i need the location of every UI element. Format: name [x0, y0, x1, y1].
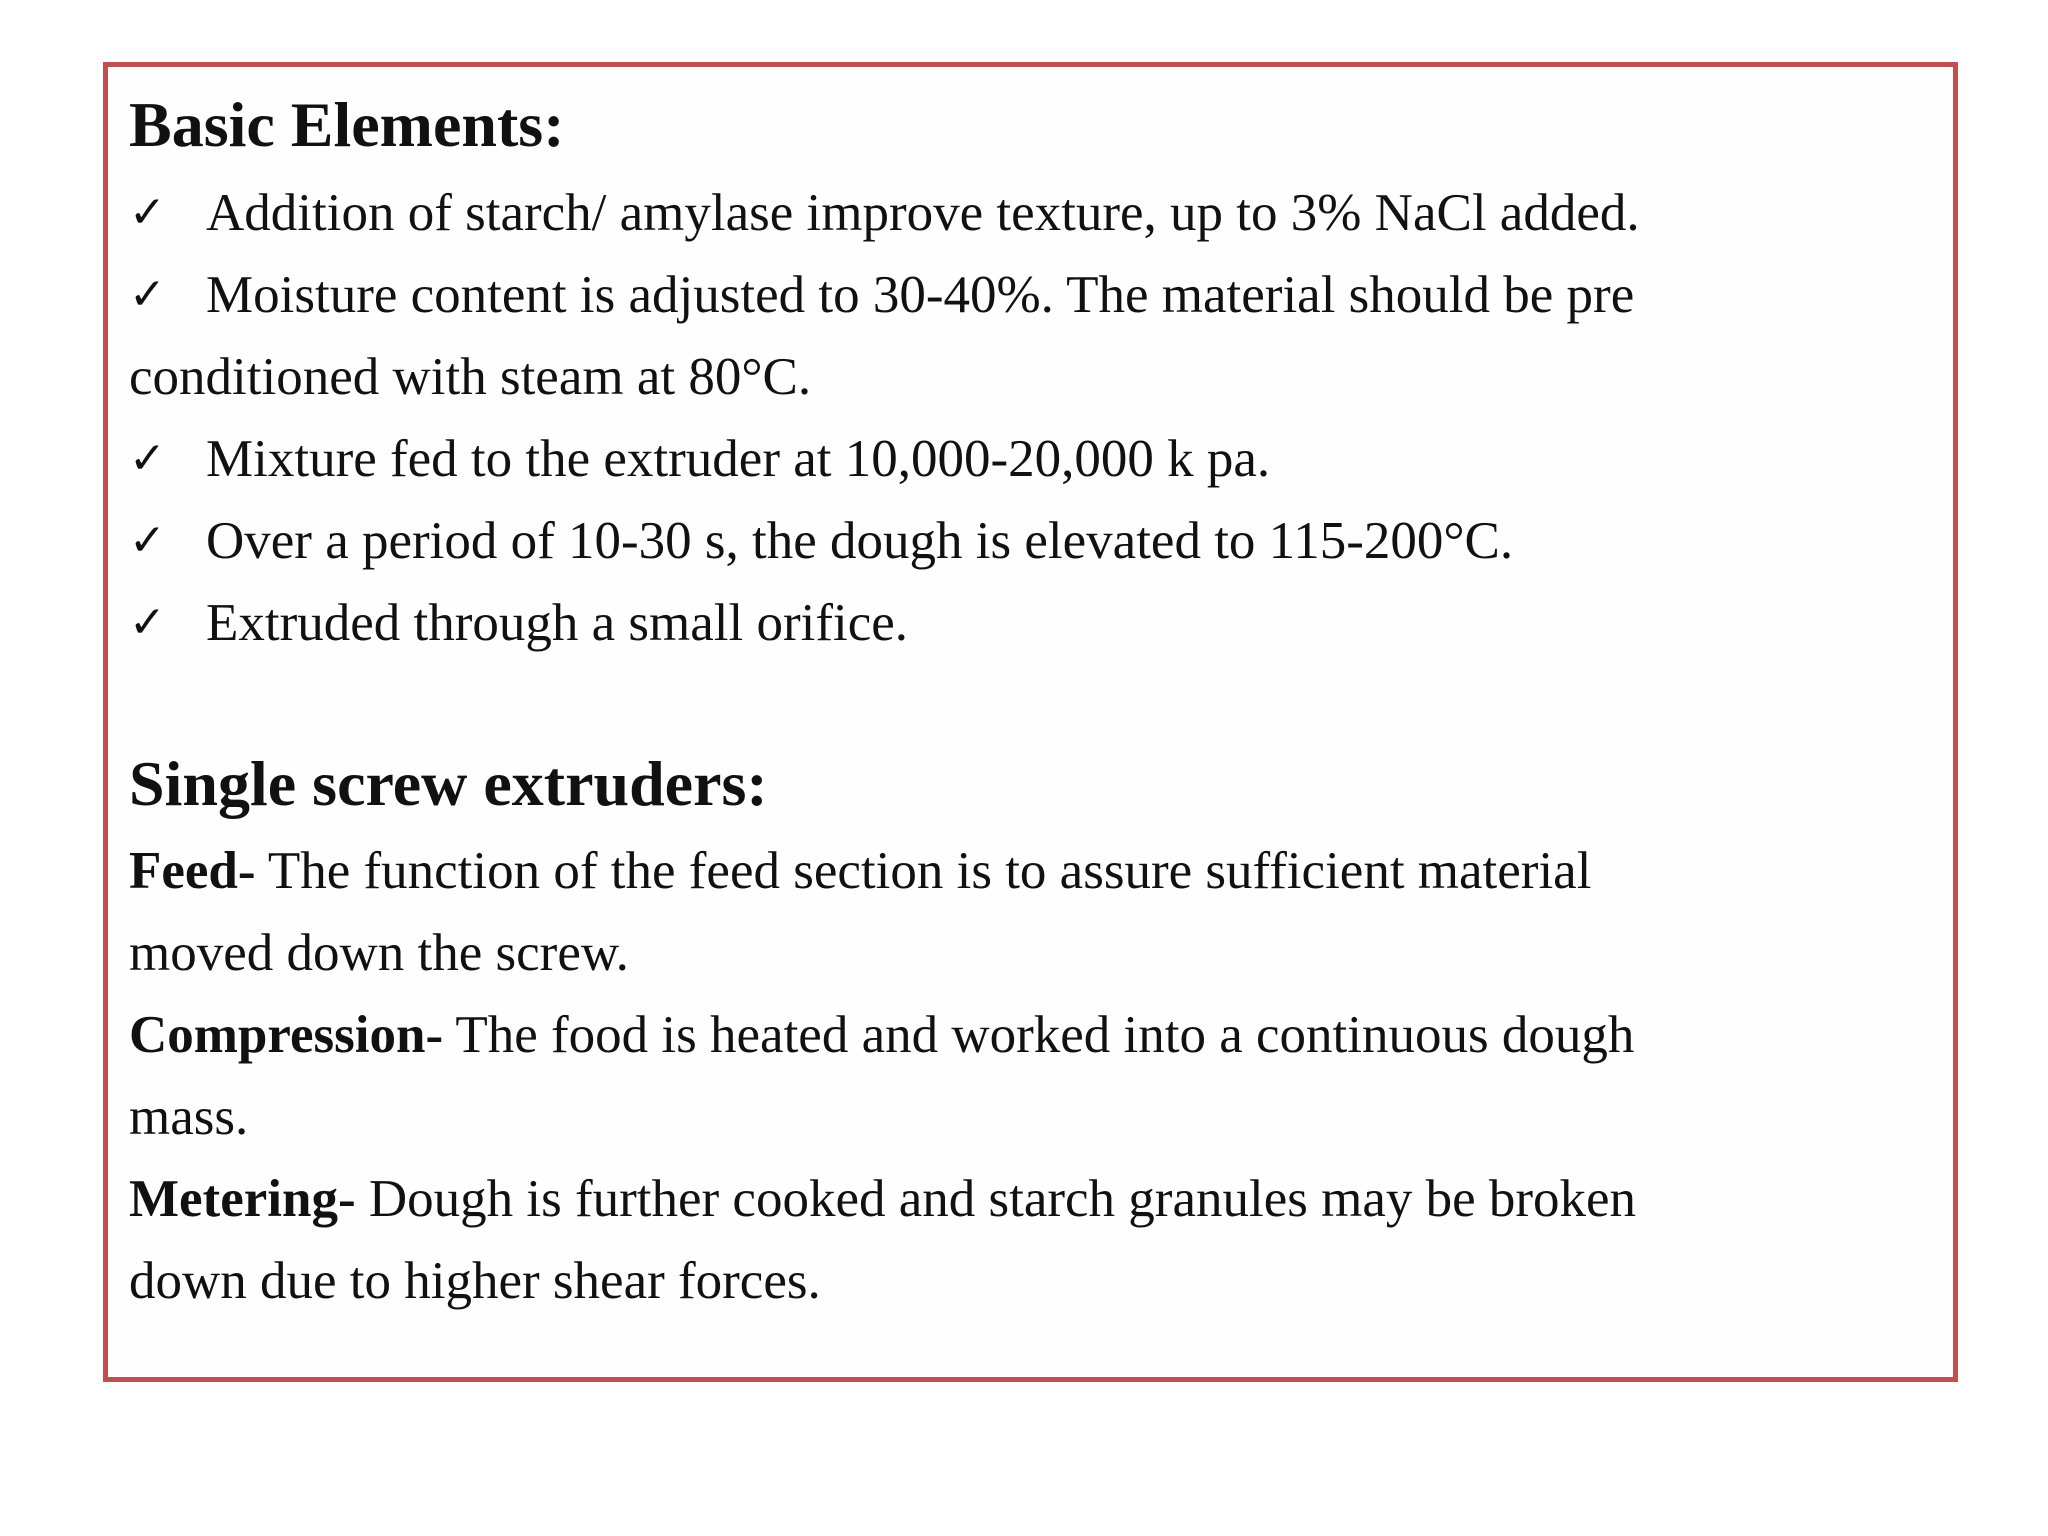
section-metering-line2: down due to higher shear forces. [129, 1252, 821, 1310]
bullet-text: Over a period of 10-30 s, the dough is elevated to 115-200°C. [206, 512, 1514, 570]
checkmark-icon: ✓ [129, 515, 166, 566]
section-term: Feed- [129, 842, 256, 900]
section-text: Dough is further cooked and starch granules may be broken [355, 1170, 1637, 1228]
bullet-item-mixture [129, 418, 1929, 500]
checkmark-icon: ✓ [129, 433, 166, 484]
section-term: Compression- [129, 1006, 444, 1064]
slide-frame [103, 62, 1958, 1382]
bullet-continuation-text: conditioned with steam at 80°C. [129, 348, 812, 406]
slide-content [129, 85, 1929, 1322]
single-screw-heading: Single screw extruders: [129, 748, 768, 819]
section-compression-line1 [129, 994, 1929, 1076]
section-compression-line2: mass. [129, 1088, 249, 1146]
checkmark-icon: ✓ [129, 187, 166, 238]
checkmark-icon: ✓ [129, 597, 166, 648]
basic-elements-heading: Basic Elements: [129, 89, 565, 160]
bullet-text: Extruded through a small orifice. [206, 594, 909, 652]
bullet-text: Addition of starch/ amylase improve texture, up to 3% NaCl added. [206, 184, 1640, 242]
checkmark-icon: ✓ [129, 269, 166, 320]
bullet-item-period [129, 500, 1929, 582]
section-feed-line1 [129, 830, 1929, 912]
section-metering-line1 [129, 1158, 1929, 1240]
bullet-text: Moisture content is adjusted to 30-40%. The material should be pre [206, 266, 1635, 324]
section-feed-line2: moved down the screw. [129, 924, 629, 982]
bullet-text: Mixture fed to the extruder at 10,000-20,000 k pa. [206, 430, 1271, 488]
bullet-item-moisture [129, 254, 1929, 336]
bullet-item-extruded [129, 582, 1929, 664]
section-term: Metering- [129, 1170, 356, 1228]
section-text: The function of the feed section is to assure sufficient material [255, 842, 1592, 900]
section-text: The food is heated and worked into a continuous dough [443, 1006, 1635, 1064]
bullet-item-starch [129, 172, 1929, 254]
